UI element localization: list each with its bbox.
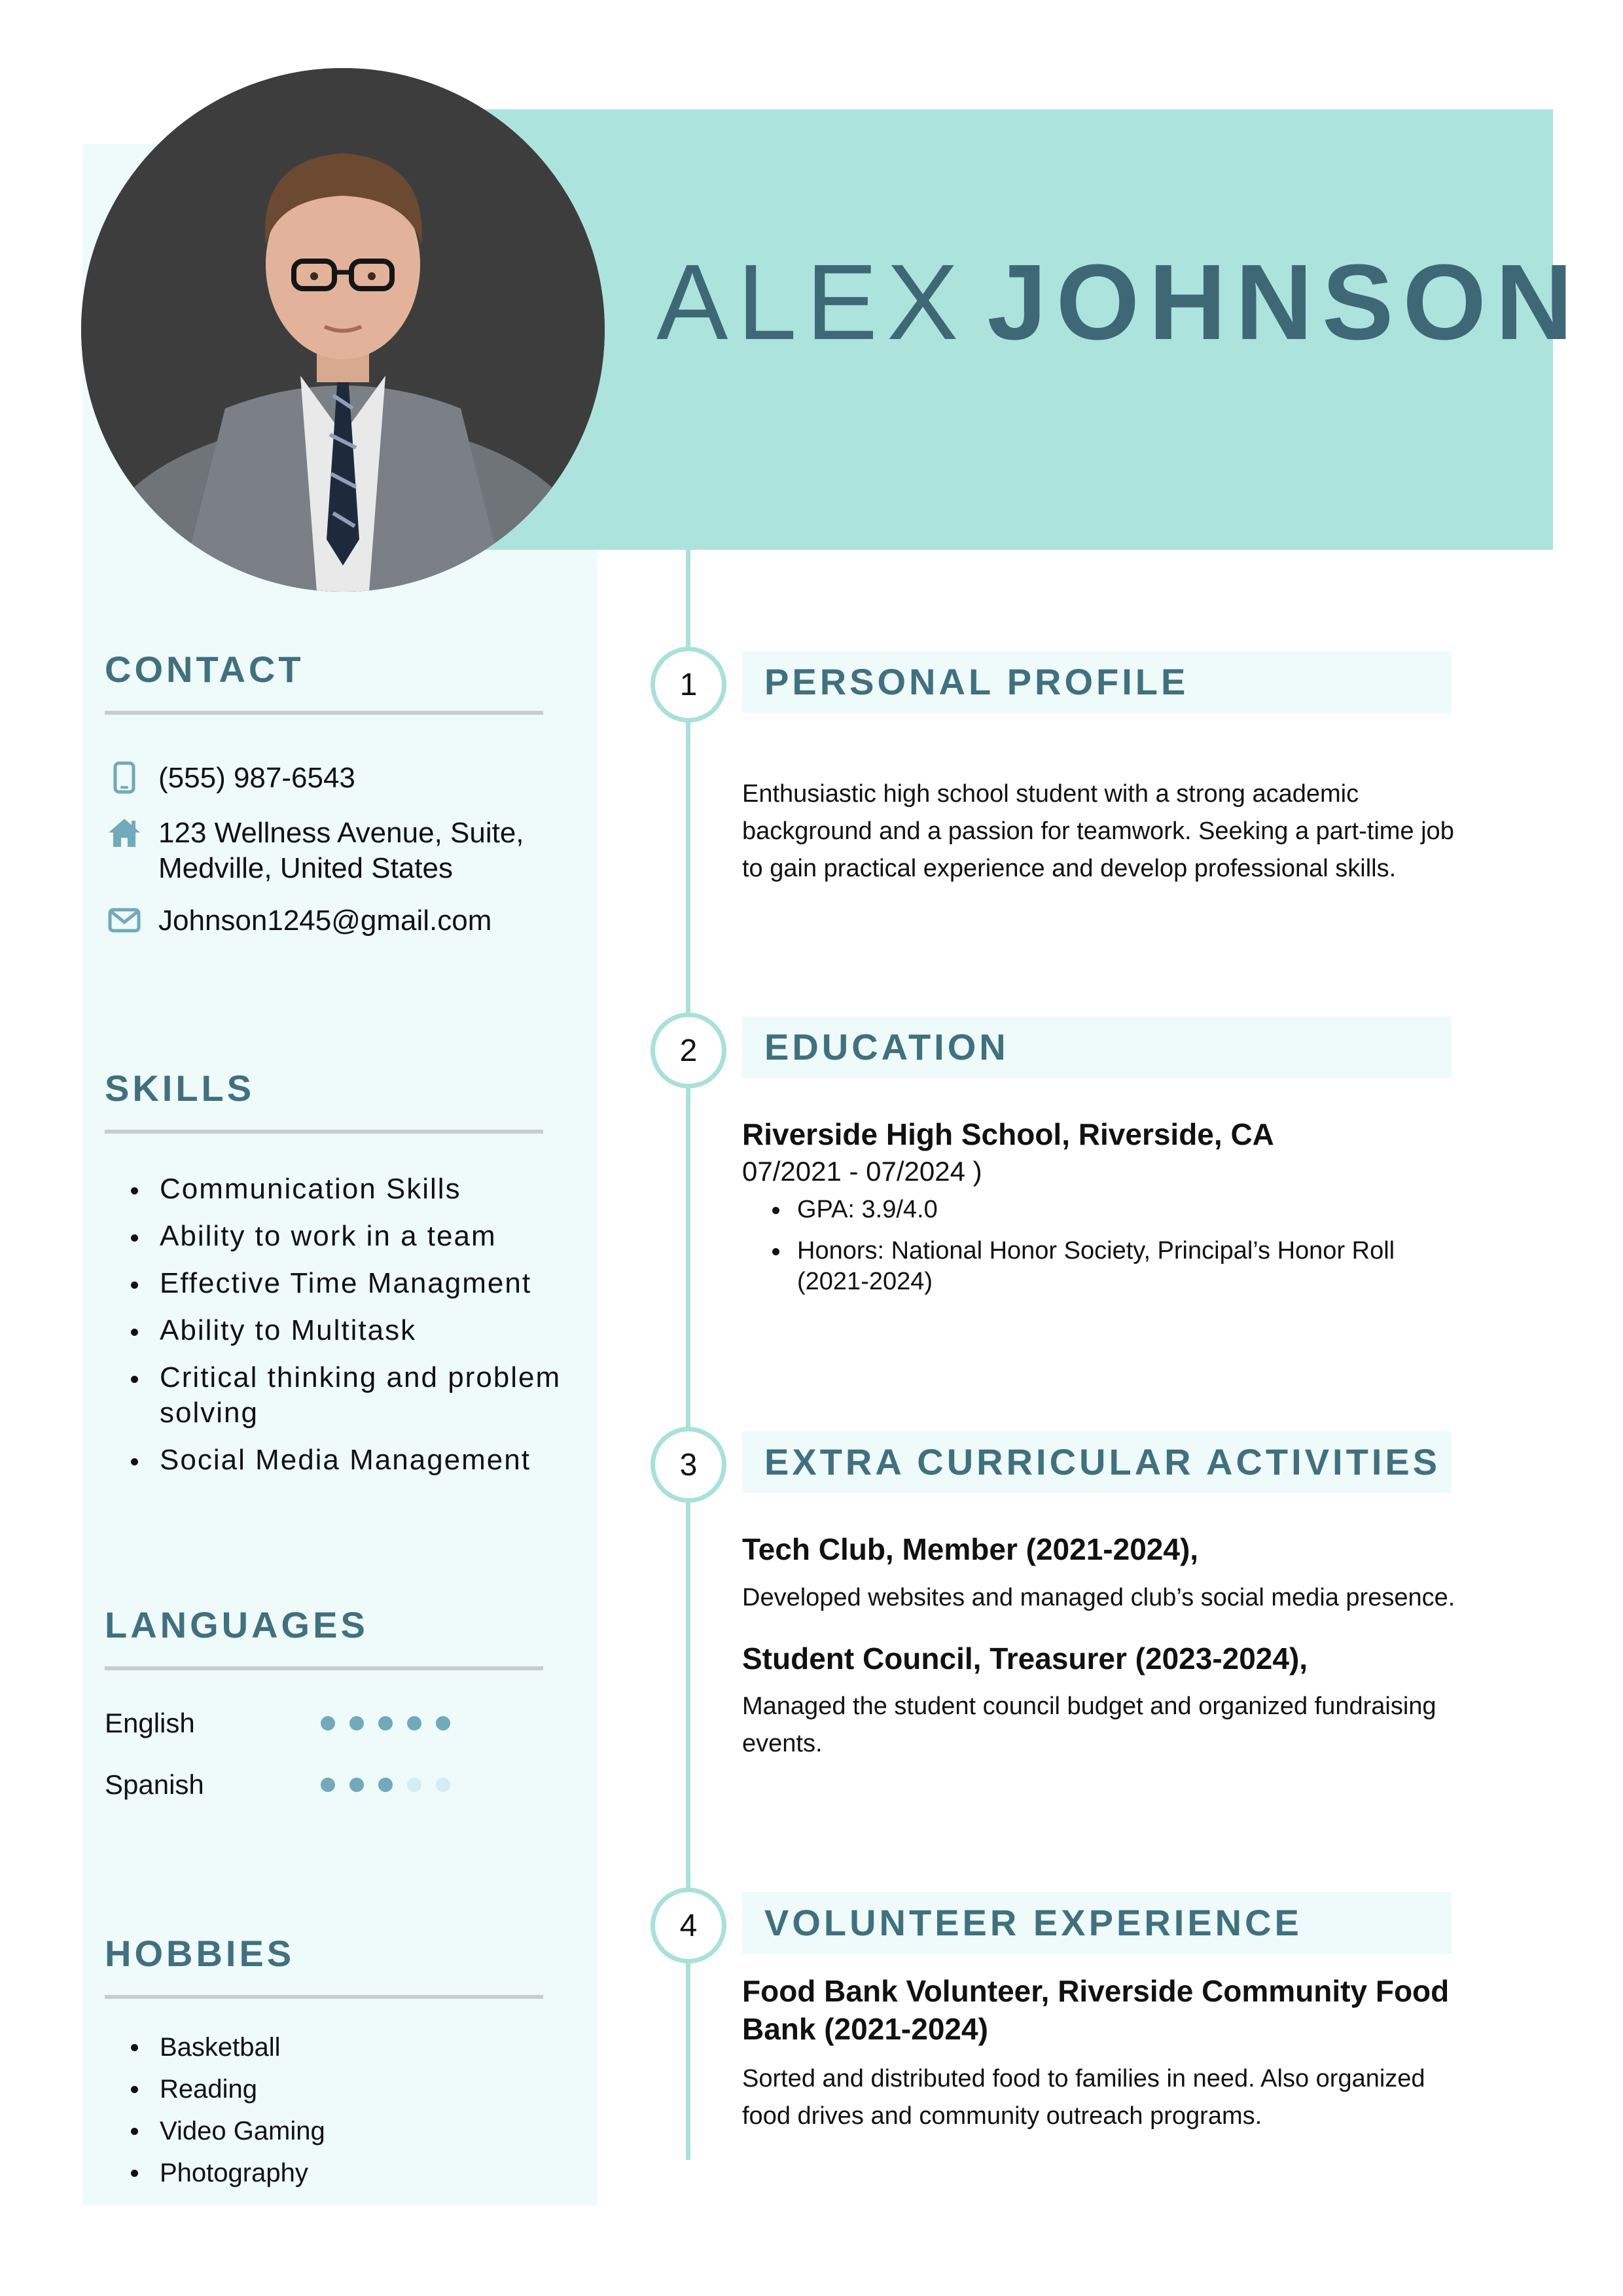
volunteer-description: Sorted and distributed food to families in need. Also organized food drives and community outreach programs. — [742, 2065, 1425, 2130]
list-item: Ability to Multitask — [131, 1313, 576, 1348]
language-name: Spanish — [105, 1769, 204, 1800]
list-item: Effective Time Managment — [131, 1266, 576, 1301]
contact-phone — [105, 761, 355, 796]
hobbies-heading: HOBBIES — [105, 1933, 295, 1974]
languages-heading: LANGUAGES — [105, 1604, 368, 1645]
volunteer-title: Food Bank Volunteer, Riverside Community Food Bank (2021-2024) — [742, 1974, 1450, 2046]
activities-heading: EXTRA CURRICULAR ACTIVITIES — [764, 1441, 1441, 1482]
list-item: Video Gaming — [131, 2113, 325, 2149]
profile-text: Enthusiastic high school student with a strong academic background and a passion for teamwork. Seeking a part-time job to gain practical experience and develop professional skills. — [742, 780, 1454, 882]
education-dates: 07/2021 - 07/2024 ) — [742, 1156, 982, 1187]
volunteer-heading: VOLUNTEER EXPERIENCE — [764, 1902, 1302, 1943]
list-item: GPA: 3.9/4.0 — [772, 1194, 1453, 1225]
list-item: Critical thinking and problem solving — [131, 1360, 576, 1431]
first-name: ALEX — [656, 242, 968, 362]
home-icon — [105, 816, 144, 850]
proficiency-dot-filled — [378, 1716, 393, 1731]
activity-description: Managed the student council budget and organized fundraising events. — [742, 1693, 1436, 1757]
address-line-1: 123 Wellness Avenue, Suite, — [158, 817, 524, 849]
contact-address — [105, 816, 524, 886]
step-marker-2: 2 — [651, 1013, 726, 1088]
profile-heading: PERSONAL PROFILE — [764, 661, 1189, 702]
proficiency-dot-filled — [349, 1778, 364, 1792]
proficiency-dot-empty — [436, 1778, 450, 1792]
list-item: Photography — [131, 2155, 325, 2191]
list-item: Reading — [131, 2071, 325, 2108]
skills-divider — [105, 1130, 543, 1134]
skills-list — [131, 1172, 576, 1490]
phone-number: (555) 987-6543 — [158, 762, 355, 794]
proficiency-dot-filled — [436, 1716, 450, 1731]
list-item: Basketball — [131, 2029, 325, 2066]
hobbies-list — [131, 2029, 325, 2197]
contact-email — [105, 903, 491, 939]
education-heading-bar — [742, 1016, 1452, 1078]
proficiency-dot-filled — [349, 1716, 364, 1731]
languages-divider — [105, 1666, 543, 1670]
list-item: Honors: National Honor Society, Principal’s Honor Roll (2021-2024) — [772, 1236, 1453, 1297]
activity-description: Developed websites and managed club’s social media presence. — [742, 1584, 1455, 1611]
list-item: Social Media Management — [131, 1443, 576, 1478]
proficiency-dots — [321, 1778, 465, 1792]
activity-title: Tech Club, Member (2021-2024), — [742, 1532, 1199, 1566]
address-line-2: Medville, United States — [158, 852, 453, 884]
proficiency-dot-empty — [407, 1778, 421, 1792]
step-marker-1: 1 — [651, 647, 726, 723]
education-details — [772, 1194, 1453, 1308]
proficiency-dot-filled — [321, 1716, 335, 1731]
address-text — [158, 816, 524, 886]
contact-heading: CONTACT — [105, 649, 304, 690]
phone-icon — [105, 761, 144, 795]
skills-heading: SKILLS — [105, 1067, 255, 1109]
proficiency-dots — [321, 1716, 465, 1731]
language-name: English — [105, 1708, 195, 1738]
activities-heading-bar — [742, 1431, 1452, 1493]
candidate-name — [656, 242, 1582, 362]
contact-divider — [105, 711, 543, 715]
proficiency-dot-filled — [407, 1716, 421, 1731]
proficiency-dot-filled — [321, 1778, 335, 1792]
hobbies-divider — [105, 1995, 543, 1999]
activity-title: Student Council, Treasurer (2023-2024), — [742, 1641, 1308, 1676]
education-heading: EDUCATION — [764, 1026, 1009, 1067]
profile-heading-bar — [742, 651, 1452, 713]
email-address[interactable]: Johnson1245@gmail.com — [158, 905, 492, 937]
step-marker-3: 3 — [651, 1427, 726, 1503]
envelope-icon — [105, 903, 144, 937]
list-item: Ability to work in a team — [131, 1219, 576, 1254]
volunteer-heading-bar — [742, 1892, 1452, 1954]
proficiency-dot-filled — [378, 1778, 393, 1792]
school-name: Riverside High School, Riverside, CA — [742, 1117, 1274, 1151]
step-marker-4: 4 — [651, 1888, 726, 1964]
list-item: Communication Skills — [131, 1172, 576, 1207]
profile-photo — [81, 68, 605, 592]
last-name: JOHNSON — [987, 242, 1582, 362]
